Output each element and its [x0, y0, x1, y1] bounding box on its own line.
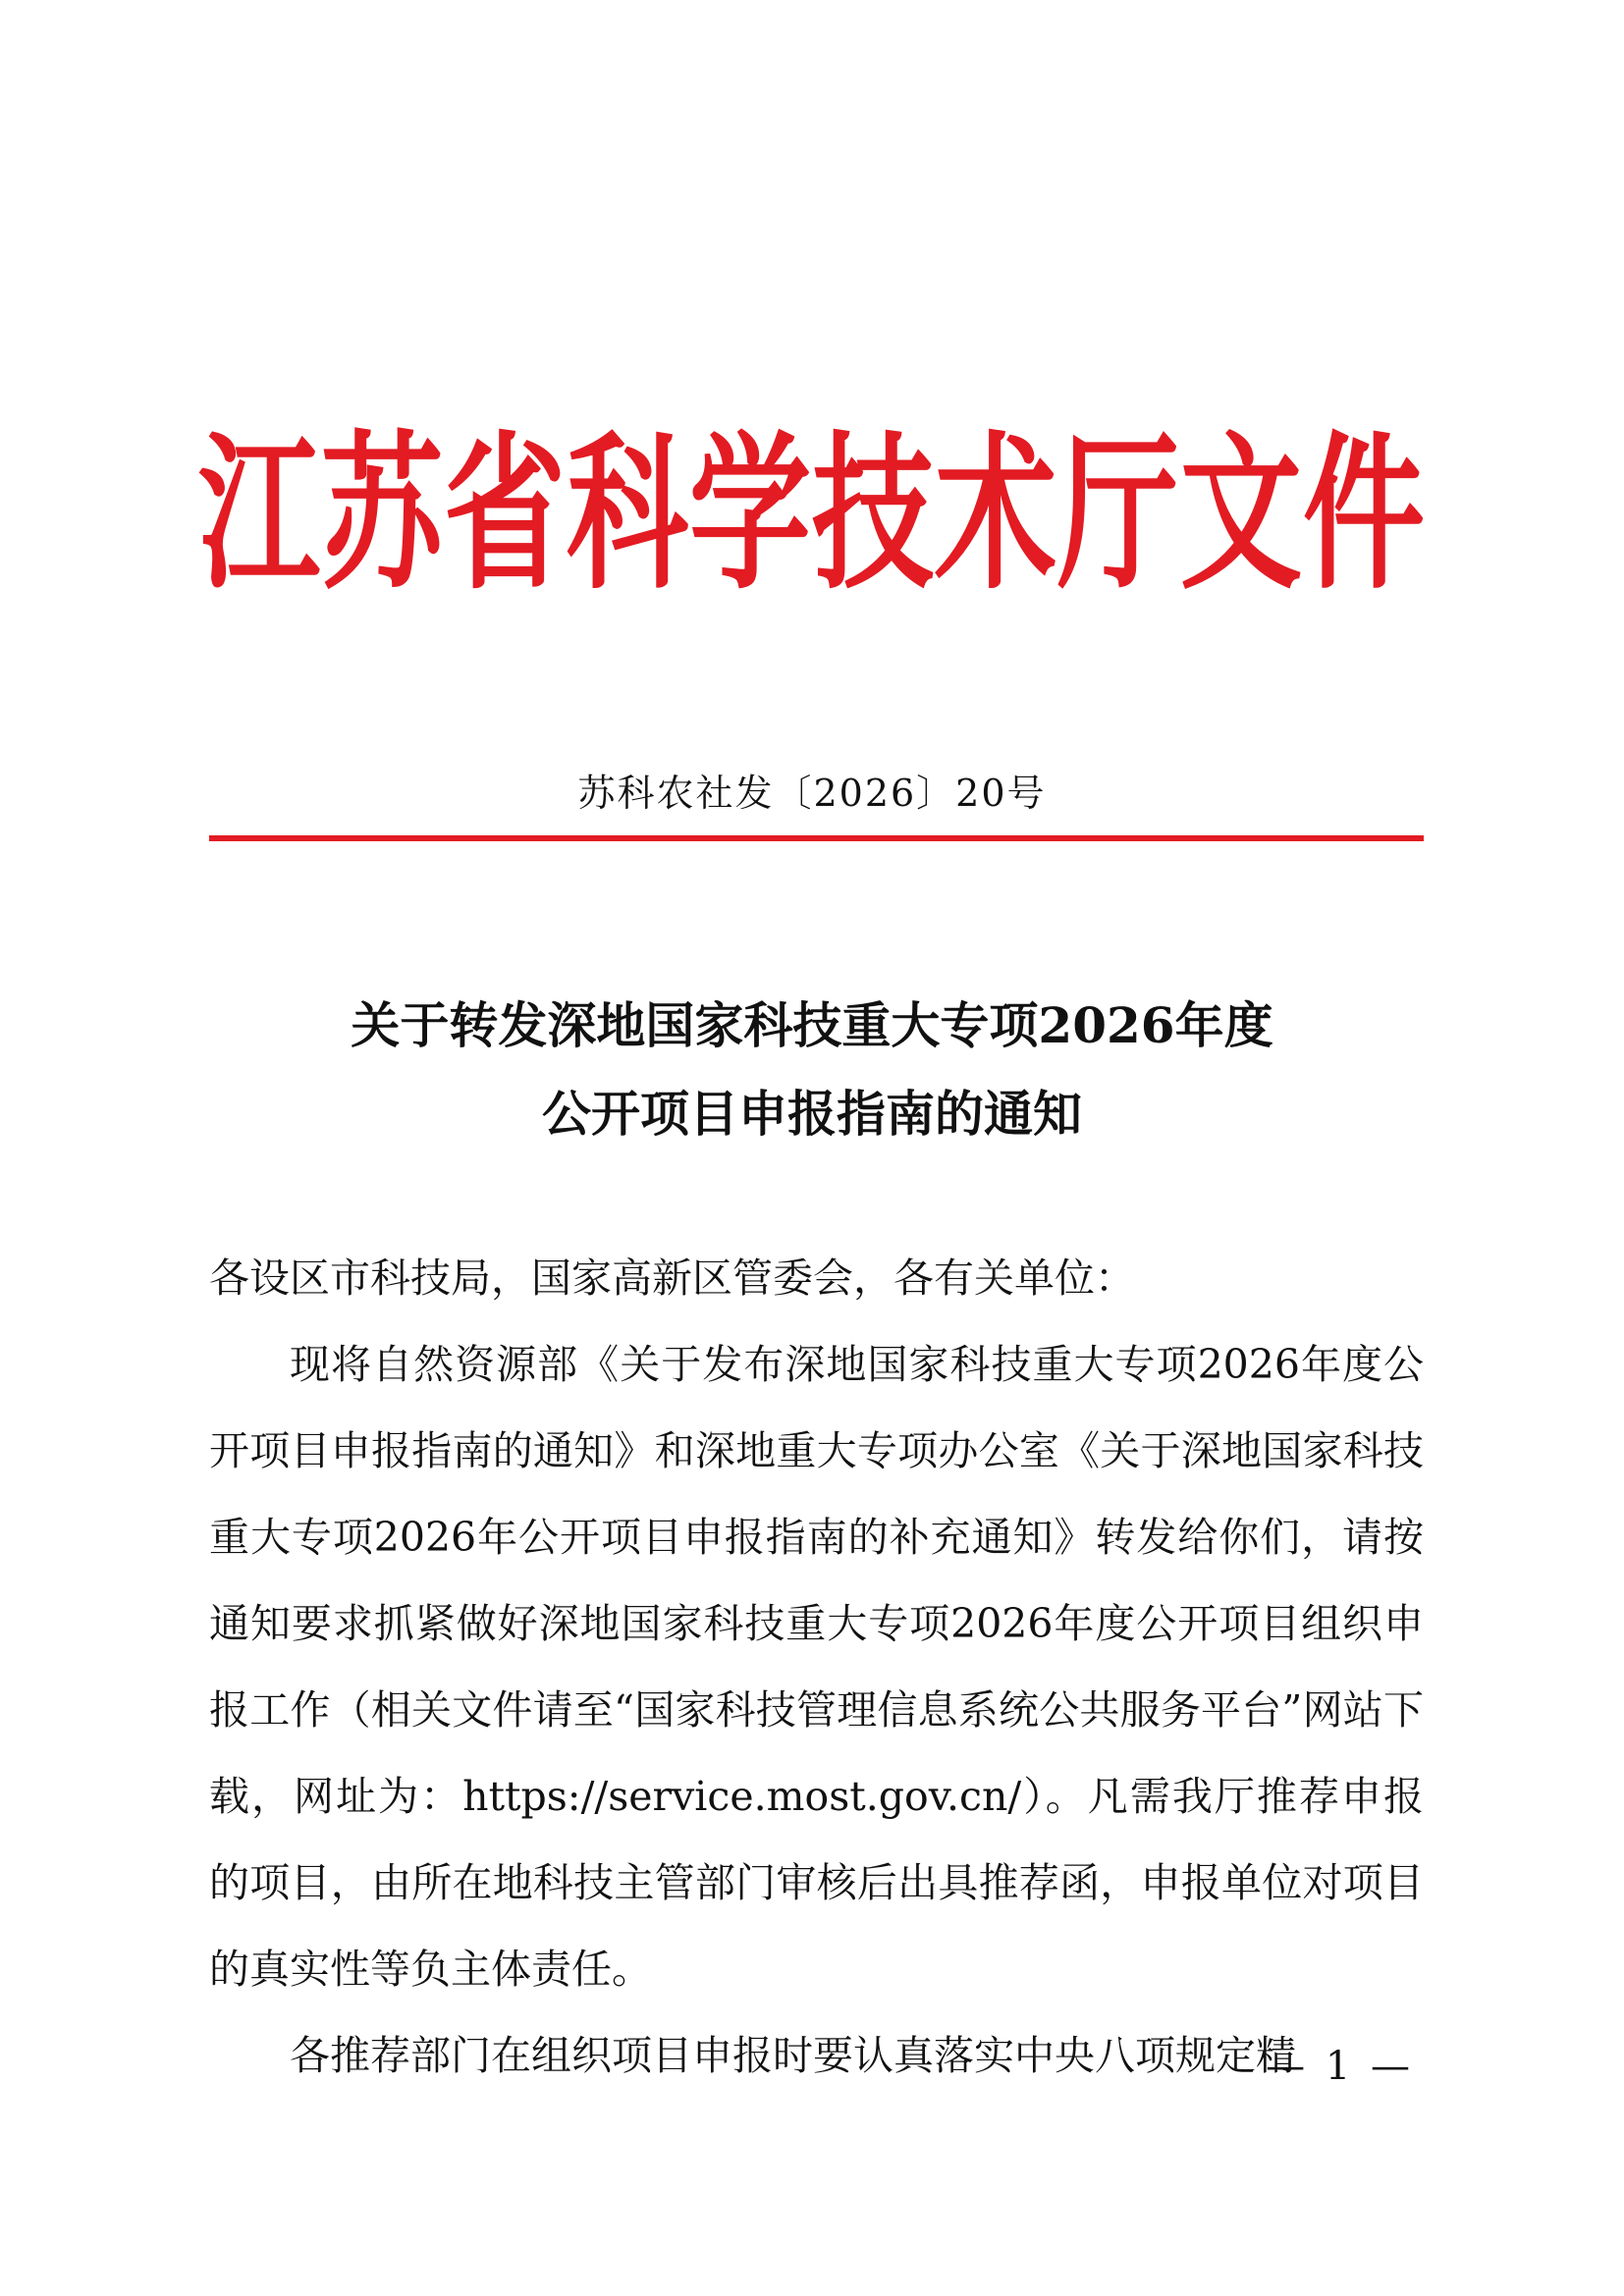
title-line-1: 关于转发深地国家科技重大专项2026年度	[351, 996, 1273, 1054]
document-body	[209, 1235, 1424, 2099]
title-line-2: 公开项目申报指南的通知	[542, 1085, 1082, 1143]
body-paragraph-1: 现将自然资源部《关于发布深地国家科技重大专项2026年度公开项目申报指南的通知》和深地重大专项办公室《关于深地国家科技重大专项2026年公开项目申报指南的补充通知》转发给你们，请按通知要求抓紧做好深地国家科技重大专项2026年度公开项目组织申报工作（相关文件请至“国家科技管理信息系统公共服务平台”网站下载，网址为：https://service.most.gov.cn/）。凡需我厅推荐申报的项目，由所在地科技主管部门审核后出具推荐函，申报单位对项目的真实性等负主体责任。	[209, 1341, 1424, 1993]
salutation: 各设区市科技局，国家高新区管委会，各有关单位：	[209, 1255, 1135, 1302]
document-title	[0, 982, 1624, 1158]
page-number: — 1 —	[1266, 2044, 1414, 2089]
red-divider-line	[209, 835, 1424, 841]
body-paragraph-2: 各推荐部门在组织项目申报时要认真落实中央八项规定精	[290, 2032, 1296, 2079]
issuer-header: 江苏省科学技术厅文件	[197, 417, 1426, 614]
document-number: 苏科农社发〔2026〕20号	[577, 772, 1047, 815]
